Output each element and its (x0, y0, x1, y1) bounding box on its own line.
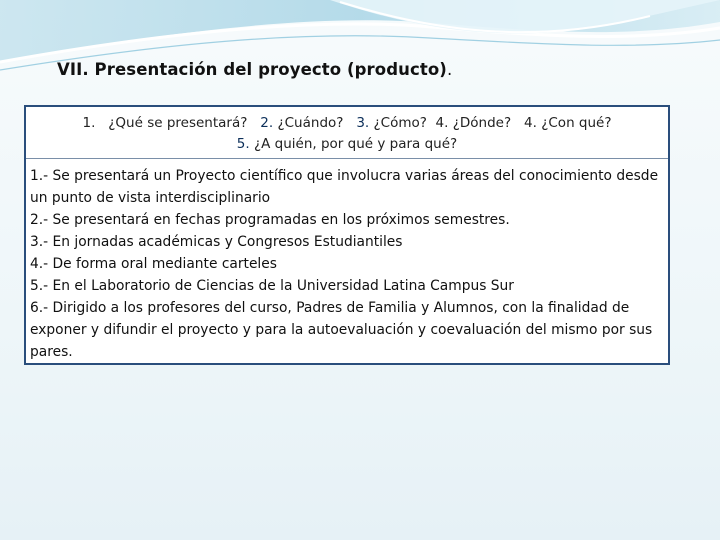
questions-line-1 (26, 113, 668, 134)
question-3: ¿Cómo? (373, 115, 427, 131)
answer-6: 6.- Dirigido a los profesores del curso, Padres de Familia y Alumnos, con la finalidad de exponer y difundir el proyecto y para la autoevaluación y coevaluación del mismo por sus pares. (30, 300, 653, 360)
answer-5: 5.- En el Laboratorio de Ciencias de la Universidad Latina Campus Sur (30, 278, 514, 294)
answer-1: 1.- Se presentará un Proyecto científico que involucra varias áreas del conocimiento desde un punto de vista interdisciplinario (30, 168, 659, 206)
question-1: ¿Qué se presentará? (108, 115, 248, 131)
answer-3: 3.- En jornadas académicas y Congresos Estudiantiles (30, 234, 403, 250)
slide-title (57, 60, 452, 79)
question-5: ¿Con qué? (541, 115, 612, 131)
question-3-number: 3. (356, 115, 370, 131)
slide-title-period: . (446, 60, 453, 79)
answer-2: 2.- Se presentará en fechas programadas en los próximos semestres. (30, 212, 510, 228)
content-box (24, 105, 670, 365)
question-4: ¿Dónde? (452, 115, 512, 131)
answer-4: 4.- De forma oral mediante carteles (30, 256, 277, 272)
question-2: ¿Cuándo? (277, 115, 344, 131)
question-1-number: 1. (82, 115, 96, 131)
question-6: ¿A quién, por qué y para qué? (253, 136, 458, 152)
questions-header (26, 107, 668, 159)
questions-line-2 (26, 134, 668, 155)
answers-list (26, 159, 668, 363)
question-4-number: 4. (435, 115, 449, 131)
question-5-number: 4. (524, 115, 537, 131)
slide-title-text: VII. Presentación del proyecto (producto) (57, 60, 447, 79)
header-wave-decoration (0, 0, 720, 110)
question-2-number: 2. (260, 115, 274, 131)
question-6-number: 5. (236, 136, 250, 152)
